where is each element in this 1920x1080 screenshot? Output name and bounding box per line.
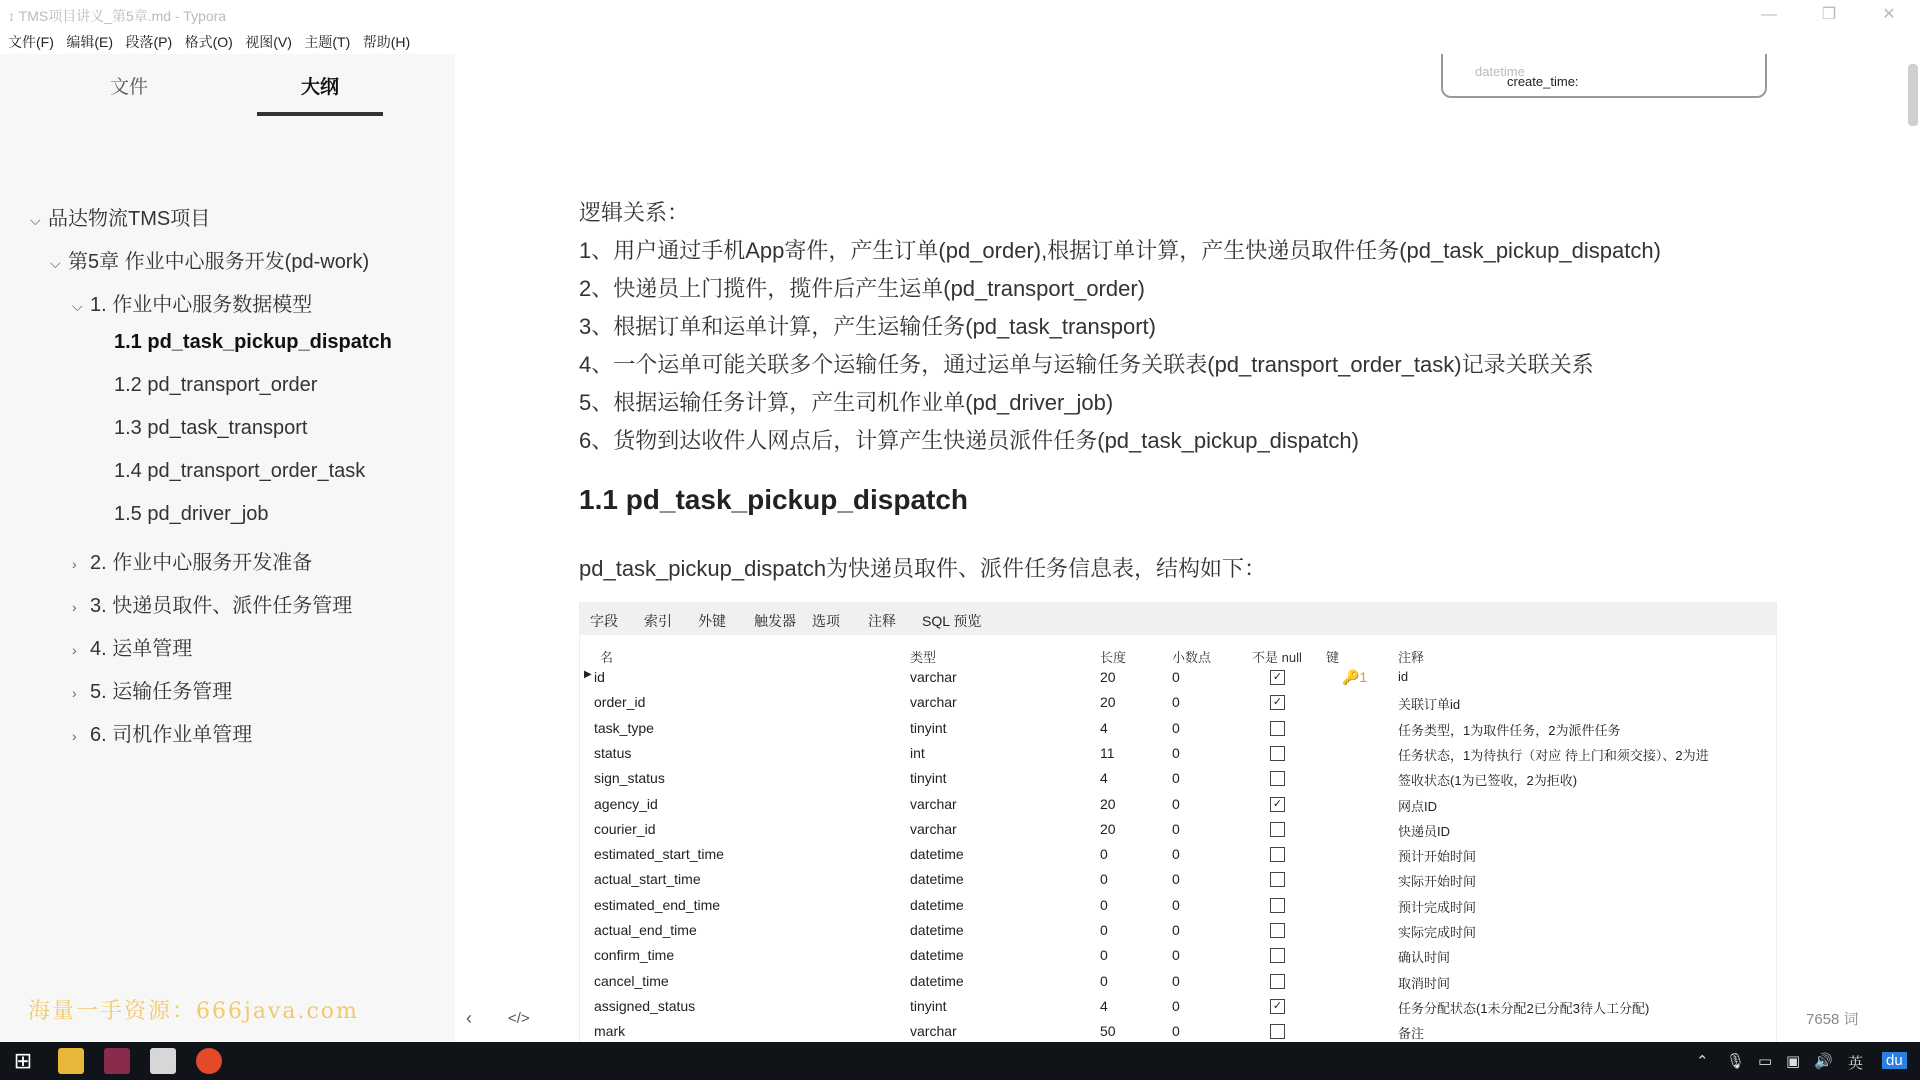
window-title: ↕ TMS项目讲义_第5章.md - Typora — [8, 8, 227, 24]
db-field-type: datetime — [910, 972, 964, 989]
notnull-checkbox — [1270, 822, 1285, 837]
col-header-decimal: 小数点 — [1172, 650, 1212, 665]
db-field-type: datetime — [910, 896, 964, 913]
db-tab-options: 选项 — [812, 613, 840, 629]
db-field-row — [580, 1019, 1776, 1044]
ide-app-icon[interactable] — [104, 1048, 130, 1074]
db-field-decimal: 0 — [1172, 896, 1180, 913]
db-field-length: 0 — [1100, 846, 1108, 863]
db-field-comment: 关联订单id — [1398, 697, 1461, 713]
menu-paragraph[interactable]: 段落(P) — [125, 34, 173, 50]
card-field-value: datetime — [1475, 64, 1525, 79]
db-field-decimal: 0 — [1172, 820, 1180, 837]
outline-item[interactable] — [72, 718, 252, 747]
db-field-length: 0 — [1100, 871, 1108, 888]
notnull-checkbox — [1270, 771, 1285, 786]
db-field-decimal: 0 — [1172, 669, 1180, 685]
outline-item-label: 6. 司机作业单管理 — [90, 724, 253, 746]
db-field-row — [580, 741, 1776, 766]
outline-item[interactable] — [72, 632, 192, 661]
editor — [455, 54, 1895, 1042]
db-field-decimal: 0 — [1172, 922, 1180, 938]
outline-item-active[interactable]: 1.1 pd_task_pickup_dispatch — [114, 331, 392, 353]
col-header-notnull: 不是 null — [1252, 650, 1302, 665]
menu-format[interactable]: 格式(O) — [184, 34, 233, 50]
db-field-type: datetime — [910, 947, 964, 964]
notnull-checkbox — [1270, 847, 1285, 862]
outline-item-label: 品达物流TMS项目 — [48, 208, 211, 230]
db-field-length: 20 — [1100, 694, 1116, 711]
db-field-decimal: 0 — [1172, 947, 1180, 964]
db-field-length: 0 — [1100, 947, 1108, 964]
back-icon[interactable]: ‹ — [466, 1008, 472, 1028]
db-field-length: 20 — [1100, 669, 1116, 685]
db-field-length: 0 — [1100, 896, 1108, 913]
db-field-comment: 确认时间 — [1398, 950, 1451, 966]
db-field-decimal: 0 — [1172, 770, 1180, 787]
db-field-row — [580, 792, 1776, 817]
db-field-length: 0 — [1100, 972, 1108, 989]
db-field-type: varchar — [910, 1023, 957, 1040]
db-field-comment: 取消时间 — [1398, 975, 1451, 991]
db-field-comment: 预计完成时间 — [1398, 899, 1477, 915]
notnull-checkbox — [1270, 746, 1285, 761]
card-field — [1475, 64, 1579, 89]
outline-item[interactable]: 1.4 pd_transport_order_task — [114, 460, 366, 482]
db-field-decimal: 0 — [1172, 1023, 1180, 1040]
db-field-name: confirm_time — [594, 947, 675, 964]
outline-item-label: 4. 运单管理 — [90, 638, 193, 660]
db-field-row — [580, 969, 1776, 994]
db-tabs — [580, 603, 1776, 635]
db-field-name: actual_end_time — [594, 922, 697, 938]
menu-theme[interactable]: 主题(T) — [304, 34, 351, 50]
db-field-length: 4 — [1100, 719, 1108, 736]
menu-help[interactable]: 帮助(H) — [362, 34, 411, 50]
db-tab-sql-preview: SQL 预览 — [922, 613, 982, 629]
tab-outline[interactable]: 大纲 — [257, 68, 383, 116]
battery-icon[interactable]: ▭ — [1758, 1053, 1773, 1070]
db-field-type: tinyint — [910, 719, 947, 736]
db-field-row — [580, 766, 1776, 791]
db-tab-comment: 注释 — [868, 613, 896, 629]
sidebar-tabs — [0, 68, 455, 126]
menu-edit[interactable]: 编辑(E) — [66, 34, 114, 50]
db-tab-foreign-key: 外键 — [698, 613, 726, 629]
db-field-decimal: 0 — [1172, 719, 1180, 736]
notnull-checkbox — [1270, 872, 1285, 887]
db-field-length: 4 — [1100, 770, 1108, 787]
notnull-checkbox — [1270, 974, 1285, 989]
db-field-type: datetime — [910, 846, 964, 863]
db-field-type: varchar — [910, 795, 957, 812]
db-field-type: tinyint — [910, 770, 947, 787]
db-field-name: agency_id — [594, 795, 658, 812]
db-field-decimal: 0 — [1172, 744, 1180, 761]
db-field-type: datetime — [910, 871, 964, 888]
db-field-name: mark — [594, 1023, 626, 1040]
file-explorer-icon[interactable] — [58, 1048, 84, 1074]
db-field-name: estimated_start_time — [594, 846, 724, 863]
title-bar — [0, 0, 1920, 30]
db-field-name: courier_id — [594, 820, 656, 837]
notnull-checkbox — [1270, 1024, 1285, 1039]
db-field-comment: 快递员ID — [1398, 823, 1451, 839]
source-code-icon[interactable]: </> — [508, 1010, 530, 1027]
db-field-row — [580, 842, 1776, 867]
db-field-key: 🔑1 — [1342, 669, 1368, 685]
notnull-checkbox — [1270, 923, 1285, 938]
chevron-right-icon[interactable]: › — [72, 728, 77, 744]
db-field-row — [580, 994, 1776, 1019]
outline-item[interactable] — [72, 589, 352, 618]
db-field-type: datetime — [910, 922, 964, 938]
outline-item[interactable] — [72, 675, 232, 704]
db-field-name: estimated_end_time — [594, 896, 721, 913]
db-field-comment: 网点ID — [1398, 798, 1438, 814]
db-field-comment: 预计开始时间 — [1398, 849, 1477, 865]
col-header-key: 键 — [1326, 650, 1340, 665]
word-count[interactable]: 7658 词 — [1806, 1011, 1859, 1028]
db-field-length: 20 — [1100, 795, 1116, 812]
col-header-comment: 注释 — [1398, 650, 1425, 665]
db-field-length: 11 — [1100, 744, 1115, 761]
windows-start-icon[interactable]: ⊞ — [13, 1048, 33, 1073]
db-field-length: 50 — [1100, 1023, 1116, 1040]
outline-item[interactable]: 1.2 pd_transport_order — [114, 374, 318, 396]
table-description: pd_task_pickup_dispatch为快递员取件、派件任务信息表，结构如下： — [579, 556, 1267, 581]
outline-item[interactable] — [50, 245, 369, 274]
chevron-right-icon[interactable]: › — [72, 599, 77, 615]
db-field-comment: 实际开始时间 — [1398, 874, 1477, 890]
db-field-type: int — [910, 744, 925, 761]
db-field-type: tinyint — [910, 997, 947, 1014]
network-icon[interactable]: ▣ — [1786, 1053, 1801, 1070]
db-field-decimal: 0 — [1172, 972, 1180, 989]
notnull-checkbox: ✓ — [1270, 797, 1285, 812]
close-button[interactable]: ✕ — [1882, 6, 1896, 23]
outline-item[interactable]: 1.3 pd_task_transport — [114, 417, 308, 439]
db-field-row — [580, 716, 1776, 741]
menu-view[interactable]: 视图(V) — [245, 34, 292, 50]
notnull-checkbox — [1270, 721, 1285, 736]
logic-line: 5、根据运输任务计算，产生司机作业单(pd_driver_job) — [579, 390, 1114, 415]
volume-icon[interactable]: 🔊 — [1814, 1053, 1833, 1070]
db-field-comment: 备注 — [1398, 1026, 1425, 1042]
db-field-length: 4 — [1100, 997, 1108, 1014]
ime-icon[interactable]: du — [1882, 1052, 1907, 1069]
chevron-down-icon[interactable]: ⌵ — [30, 212, 41, 228]
db-field-comment: 任务分配状态(1未分配2已分配3待人工分配) — [1398, 1000, 1650, 1016]
db-table-screenshot — [579, 602, 1777, 1044]
db-field-length: 0 — [1100, 922, 1108, 938]
menu-bar — [0, 30, 460, 54]
microphone-icon[interactable]: 🎙 — [1726, 1053, 1746, 1070]
typora-app-icon[interactable] — [150, 1048, 176, 1074]
chevron-right-icon[interactable]: › — [72, 685, 77, 701]
outline-item[interactable] — [72, 546, 312, 575]
outline-item-label: 5. 运输任务管理 — [90, 681, 233, 703]
scrollbar-thumb[interactable] — [1908, 64, 1918, 126]
col-header-name: 名 — [600, 650, 614, 665]
minimize-button[interactable]: — — [1761, 6, 1777, 23]
chevron-down-icon[interactable]: ⌵ — [50, 255, 61, 271]
notnull-checkbox — [1270, 948, 1285, 963]
notnull-checkbox: ✓ — [1270, 670, 1285, 685]
db-field-name: cancel_time — [594, 972, 669, 989]
db-field-name: assigned_status — [594, 997, 696, 1014]
db-tab-trigger: 触发器 — [754, 613, 796, 629]
section-heading: 1.1 pd_task_pickup_dispatch — [579, 484, 969, 515]
db-field-row — [580, 918, 1776, 943]
notnull-checkbox — [1270, 898, 1285, 913]
db-tab-fields: 字段 — [590, 613, 618, 629]
logic-title: 逻辑关系： — [579, 200, 690, 225]
logic-line: 6、货物到达收件人网点后，计算产生快递员派件任务(pd_task_pickup_dispatch) — [579, 428, 1359, 453]
diagram-card — [1441, 54, 1767, 98]
db-field-name: status — [594, 744, 632, 761]
db-field-comment: 签收状态(1为已签收，2为拒收) — [1398, 773, 1578, 789]
db-field-comment: 任务类型，1为取件任务，2为派件任务 — [1398, 722, 1621, 738]
taskbar — [0, 1042, 1920, 1080]
outline-item[interactable] — [72, 288, 312, 317]
db-field-row — [580, 817, 1776, 842]
db-field-comment: id — [1398, 669, 1409, 684]
notnull-checkbox: ✓ — [1270, 695, 1285, 710]
db-field-name: order_id — [594, 694, 646, 711]
db-field-decimal: 0 — [1172, 694, 1180, 711]
chevron-right-icon[interactable]: › — [72, 642, 77, 658]
notnull-checkbox: ✓ — [1270, 999, 1285, 1014]
outline-item[interactable] — [30, 202, 210, 231]
db-field-type: varchar — [910, 820, 957, 837]
outline-item-label: 第5章 作业中心服务开发(pd-work) — [68, 251, 370, 273]
db-field-name: actual_start_time — [594, 871, 701, 888]
db-tab-index: 索引 — [644, 613, 672, 629]
outline-item[interactable]: 1.5 pd_driver_job — [114, 503, 269, 525]
logic-line: 2、快递员上门揽件，揽件后产生运单(pd_transport_order) — [579, 276, 1146, 301]
input-language[interactable]: 英 — [1848, 1055, 1864, 1072]
db-field-row — [580, 943, 1776, 968]
db-field-decimal: 0 — [1172, 846, 1180, 863]
outline-item-label: 3. 快递员取件、派件任务管理 — [90, 595, 353, 617]
chevron-down-icon[interactable]: ⌵ — [72, 298, 83, 314]
db-field-comment: 任务状态，1为待执行（对应 待上门和须交接）、2为进 — [1398, 747, 1709, 763]
chevron-right-icon[interactable]: › — [72, 556, 77, 572]
db-field-comment: 实际完成时间 — [1398, 925, 1477, 940]
db-field-row — [580, 690, 1776, 715]
db-field-name: id — [594, 669, 605, 685]
db-field-decimal: 0 — [1172, 871, 1180, 888]
row-pointer-icon: ▶ — [584, 669, 592, 680]
menu-file[interactable]: 文件(F) — [8, 34, 54, 50]
outline-item-label: 2. 作业中心服务开发准备 — [90, 552, 313, 574]
db-field-row — [580, 867, 1776, 892]
db-field-row — [580, 665, 1776, 690]
db-field-length: 20 — [1100, 820, 1116, 837]
col-header-length: 长度 — [1100, 650, 1127, 665]
db-field-name: sign_status — [594, 770, 665, 787]
logic-line: 1、用户通过手机App寄件，产生订单(pd_order),根据订单计算，产生快递员取件任务(pd_task_pickup_dispatch) — [579, 238, 1661, 263]
tab-files[interactable]: 文件 — [109, 77, 148, 98]
outline-item-label: 1. 作业中心服务数据模型 — [90, 294, 313, 316]
logic-line: 4、一个运单可能关联多个运输任务，通过运单与运输任务关联表(pd_transport_order_task)记录关联关系 — [579, 352, 1594, 377]
db-field-type: varchar — [910, 669, 957, 685]
col-header-type: 类型 — [910, 650, 937, 665]
db-field-decimal: 0 — [1172, 795, 1180, 812]
db-field-type: varchar — [910, 694, 957, 711]
db-field-name: task_type — [594, 719, 654, 736]
sidebar — [0, 54, 530, 1042]
watermark-text: 海量一手资源：666java.com — [28, 999, 359, 1024]
logic-line: 3、根据订单和运单计算，产生运输任务(pd_task_transport) — [579, 314, 1156, 339]
db-field-decimal: 0 — [1172, 997, 1180, 1014]
db-field-row — [580, 893, 1776, 918]
tray-chevron-up-icon[interactable]: ⌃ — [1696, 1053, 1709, 1070]
maximize-button[interactable]: ❒ — [1821, 6, 1837, 23]
browser-app-icon[interactable] — [196, 1048, 222, 1074]
card-field-label: create_time: — [1507, 74, 1579, 89]
